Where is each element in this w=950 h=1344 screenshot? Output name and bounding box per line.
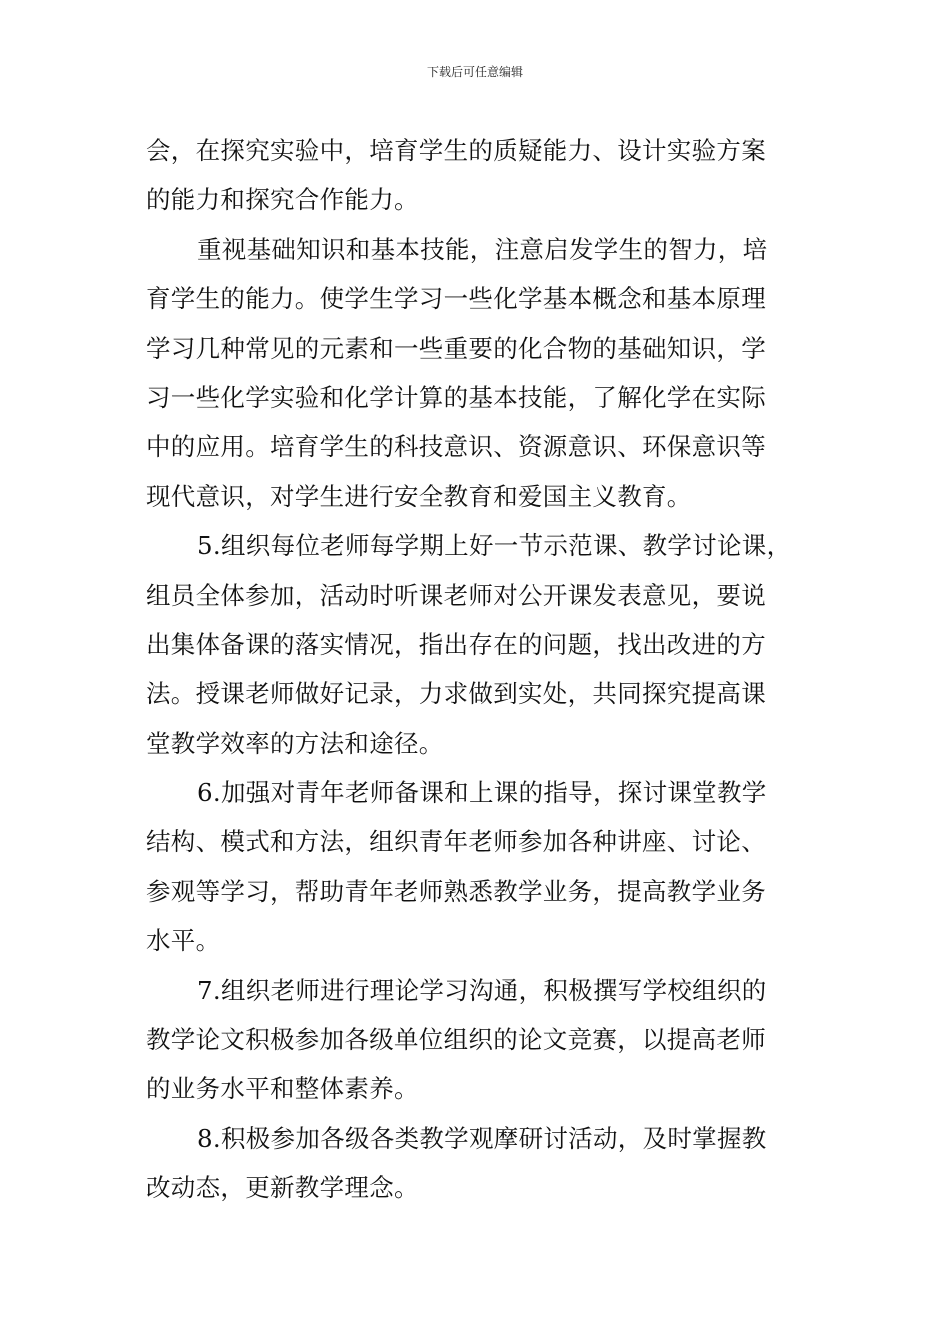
text-line: 水平。	[146, 926, 221, 956]
text-line: 5.组织每位老师每学期上好一节示范课、教学讨论课，	[197, 531, 792, 561]
text-line: 堂教学效率的方法和途径。	[146, 728, 444, 758]
text-line: 结构、模式和方法，组织青年老师参加各种讲座、讨论、	[146, 827, 766, 857]
text-line: 育学生的能力。使学生学习一些化学基本概念和基本原理	[146, 284, 766, 314]
text-line: 参观等学习，帮助青年老师熟悉教学业务，提高教学业务	[146, 876, 766, 906]
page-header: 下载后可任意编辑	[426, 65, 523, 79]
text-line: 重视基础知识和基本技能，注意启发学生的智力，培	[197, 234, 768, 264]
text-line: 会，在探究实验中，培育学生的质疑能力、设计实验方案	[146, 136, 766, 165]
text-line: 现代意识，对学生进行安全教育和爱国主义教育。	[146, 481, 692, 511]
text-line: 习一些化学实验和化学计算的基本技能，了解化学在实际	[146, 382, 766, 412]
body-text	[146, 126, 814, 1213]
text-line: 6.加强对青年老师备课和上课的指导，探讨课堂教学	[197, 778, 767, 808]
text-line: 的业务水平和整体素养。	[146, 1074, 419, 1104]
text-line: 改动态，更新教学理念。	[146, 1173, 419, 1203]
text-line: 中的应用。培育学生的科技意识、资源意识、环保意识等	[146, 432, 766, 462]
text-line: 法。授课老师做好记录，力求做到实处，共同探究提高课	[146, 679, 766, 709]
text-line: 的能力和探究合作能力。	[146, 185, 419, 215]
text-line: 8.积极参加各级各类教学观摩研讨活动，及时掌握教	[197, 1123, 767, 1153]
text-line: 组员全体参加，活动时听课老师对公开课发表意见，要说	[146, 580, 766, 610]
text-line: 教学论文积极参加各级单位组织的论文竞赛，以提高老师	[146, 1025, 766, 1055]
text-line: 学习几种常见的元素和一些重要的化合物的基础知识，学	[146, 333, 766, 363]
text-line: 7.组织老师进行理论学习沟通，积极撰写学校组织的	[197, 975, 767, 1005]
text-line: 出集体备课的落实情况，指出存在的问题，找出改进的方	[146, 629, 766, 659]
